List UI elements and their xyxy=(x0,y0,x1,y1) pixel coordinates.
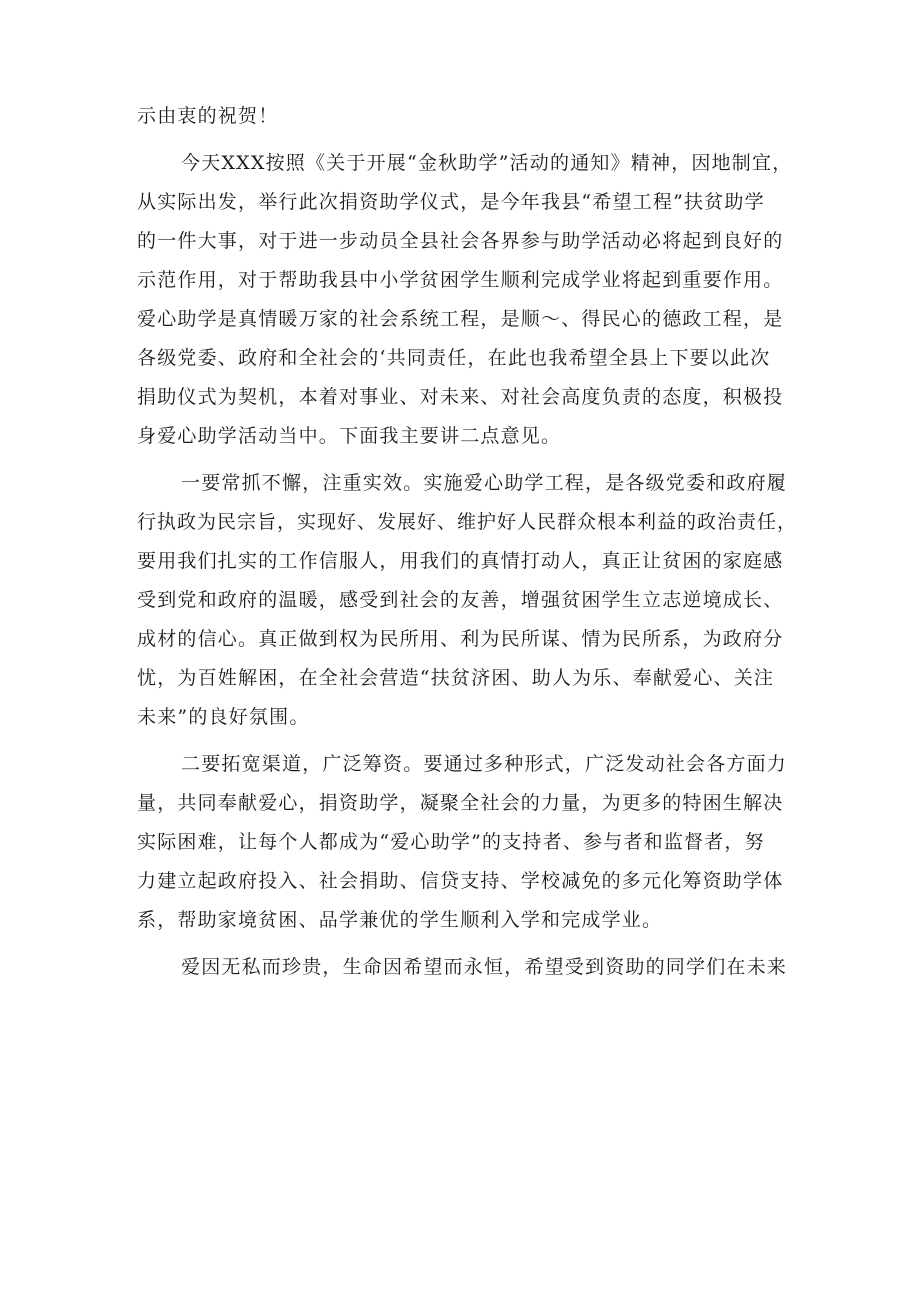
text-line-6: 爱心助学是真情暖万家的社会系统工程，是顺～、得民心的德政工程，是 xyxy=(137,308,784,330)
text-line-19: 实际困难，让每个人都成为“爱心助学”的支持者、参与者和监督者，努 xyxy=(137,831,765,853)
text-line-1: 示由衷的祝贺！ xyxy=(137,105,279,127)
text-line-10: 一要常抓不懈，注重实效。实施爱心助学工程，是各级党委和政府履 xyxy=(181,472,788,494)
text-line-14: 成材的信心。真正做到权为民所用、利为民所谋、情为民所系，为政府分 xyxy=(137,628,784,650)
text-line-20: 力建立起政府投入、社会捐助、信贷支持、学校减免的多元化筹资助学体 xyxy=(137,870,784,892)
text-line-4: 的一件大事，对于进一步动员全县社会各界参与助学活动必将起到良好的 xyxy=(137,230,784,252)
text-line-2: 今天XXX按照《关于开展“金秋助学”活动的通知》精神，因地制宜， xyxy=(181,152,793,174)
text-line-21: 系，帮助家境贫困、品学兼优的学生顺利入学和完成学业。 xyxy=(137,909,663,931)
paragraph-gap xyxy=(137,940,797,948)
paragraph-gap xyxy=(137,737,797,745)
text-line-5: 示范作用，对于帮助我县中小学贫困学生顺利完成学业将起到重要作用。 xyxy=(137,269,784,291)
text-line-3: 从实际出发，举行此次捐资助学仪式，是今年我县“希望工程”扶贫助学 xyxy=(137,191,765,213)
text-line-11: 行执政为民宗旨，实现好、发展好、维护好人民群众根本利益的政治责任， xyxy=(137,511,798,533)
text-line-22: 爱因无私而珍贵，生命因希望而永恒，希望受到资助的同学们在未来 xyxy=(181,956,788,978)
text-line-16: 未来”的良好氛围。 xyxy=(137,706,310,728)
text-line-9: 身爱心助学活动当中。下面我主要讲二点意见。 xyxy=(137,425,562,447)
text-line-17: 二要拓宽渠道，广泛筹资。要通过多种形式，广泛发动社会各方面力 xyxy=(181,753,788,775)
document-body xyxy=(137,97,797,987)
text-line-13: 受到党和政府的温暖，感受到社会的友善，增强贫困学生立志逆境成长、 xyxy=(137,589,784,611)
paragraph-gap xyxy=(137,456,797,464)
text-line-12: 要用我们扎实的工作信服人，用我们的真情打动人，真正让贫困的家庭感 xyxy=(137,550,784,572)
text-line-8: 捐助仪式为契机，本着对事业、对未来、对社会高度负责的态度，积极投 xyxy=(137,386,784,408)
text-line-15: 忧，为百姓解困，在全社会营造“扶贫济困、助人为乐、奉献爱心、关注 xyxy=(137,667,775,689)
text-line-18: 量，共同奉献爱心，捐资助学，凝聚全社会的力量，为更多的特困生解决 xyxy=(137,792,784,814)
text-line-7: 各级党委、政府和全社会的‘共同责任，在此也我希望全县上下要以此次 xyxy=(137,347,771,369)
paragraph-gap xyxy=(137,136,797,144)
